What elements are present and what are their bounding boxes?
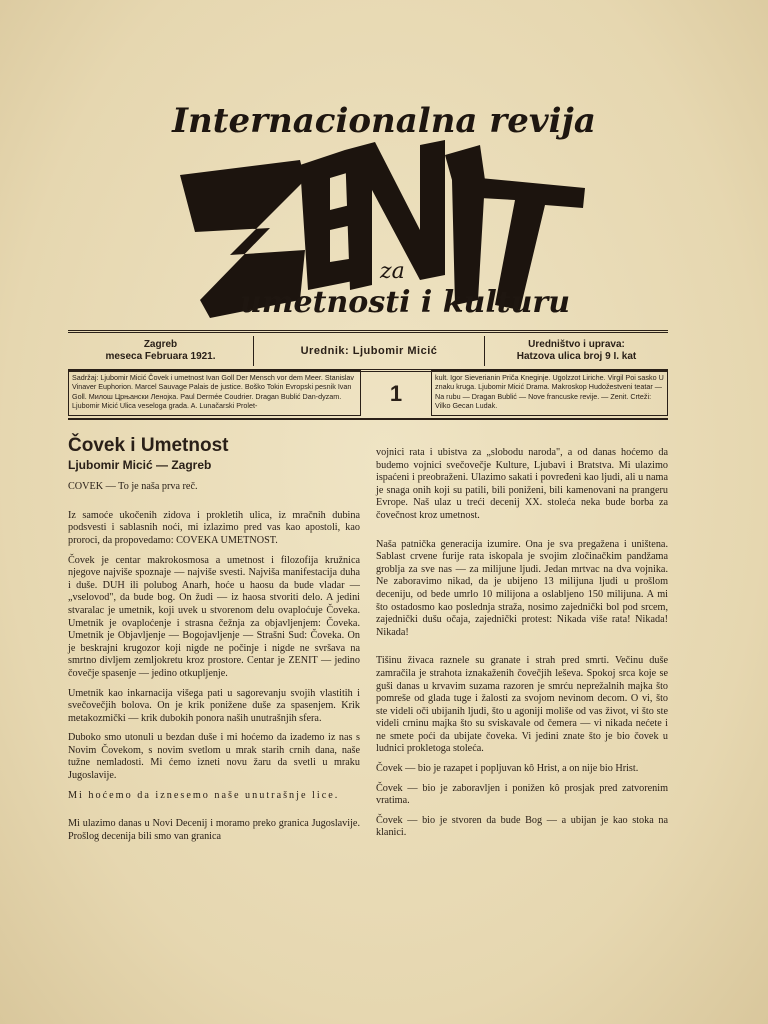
contents-left: Sadržaj: Ljubomir Micić Čovek i umetnost Ivan Goll Der Mensch vor dem Meer. Stanislav Vinaver Euphorion. Marcel Sauvage Palais de justice. Boško Tokin Evropski pesnik Ivan Goll. Милош Црњански Ленојка. Paul Dermée Coudrier. Dragan Bublić Dan-dyzam. Ljubomir Micić Ulica veseloga grada. A. Lunačarski Prolet- (68, 370, 361, 416)
paragraph: Iz samoće ukočenih zidova i prokletih ulica, iz mračnih dubina podsvesti i sablasnih noći, mi izlazimo pred vas kao apostoli, kao proroci, da propovedamo: COVEKA UMETNOST. (68, 509, 360, 546)
paragraph: Čovek — bio je razapet i popljuvan kô Hrist, a on nije bio Hrist. (376, 763, 639, 775)
paragraph: Naša patnička generacija izumire. Ona je sva pregažena i uništena. Sablast crvene furije rata iskopala je svojim zločinačkim pandžama groblja za sve nas — za milijune ljudi. Jedan mrtvac na dva vojnika. Ne zaboravimo nikad, da je ubijeno 13 milijuna ljudi u prošlom deceniju, od bede umrlo 10 milijona a oslabljeno 150 milijuna. A mi što ostadosmo kao poslednja straža, nosimo zajednički bol pod srcem, zajednički dušu očaja, zajednički protest: Nikada više rata! Nikada! Nikada! (376, 538, 668, 638)
date: meseca Februara 1921. (105, 351, 216, 362)
paragraph: Čovek — bio je zaboravljen i ponižen kô prosjak pred zatvorenim vratima. (376, 782, 668, 807)
masthead-logo (0, 0, 768, 330)
paragraph: vojnici rata i ubistva za „slobodu naroda", a od danas hoćemo da budemo vojnici svečovečje Kulture, Ljubavi i Bratstva. Mi ulazimo ispaćeni i preobraženi. Ulazimo sakati i povređeni kao ljudi, ali u nama je snaga onih koji su patili, bili poniženi, bili kamenovani na prangeru Evrope. Naš ulaz u treći decenij XX. stoleća neka bude borba za čovečnost kroz umetnost. (376, 447, 668, 521)
paragraph: Duboko smo utonuli u bezdan duše i mi hoćemo da izademo iz nas s Novim Čovekom, s novim svetlom u mrak starih crnih dana, naše tužne nemladosti. Mi ćemo izneti novu žaru da svetli u mraku Jugoslavije. (68, 732, 360, 782)
paragraph: Umetnik kao inkarnacija višega pati u sagorevanju svojih vlastitih i svečovečjih bolova. On je krik ponižene duše za spasenjem. Krik metakozmički — krik dubokih ponora naših unutrašnjih sfera. (68, 687, 360, 724)
office-address: Hatzova ulica broj 9 I. kat (516, 351, 637, 362)
article-column-left (68, 435, 360, 850)
place-date (68, 336, 254, 366)
paragraph: COVEK — To je naša prva reč. (68, 481, 198, 493)
contents-right: kult. Igor Sieverianin Priča Kneginje. Ugolzzot Liriche. Virgil Poi sasko U znaku kruga. Ljubomir Micić Drama. Makroskop Hudožestveni teatar — Na rubu — Dragan Bublić — Nove francuske revije. — Zenit. Crteži: Vilko Gecan Ludak. (431, 370, 668, 416)
paragraph: Čovek je centar makrokosmosa a umetnost i filozofija kružnica njegove najviše spoznaje — najviše svesti. Najviša manifestacija duha i duše. DUH ili polubog Anarh, hoće u haosu da bude vladar — „vselovod", da bude bog. On žudi — iz haosa stvoriti delo. A jedini stvaralac je umetnik, koji uvek u stvorenom delu ovaploćuje Čoveka. Umetnik je ovaploćenje i strasna čežnja za objavljenjem: Čoveka. Umetnik je Objavljenje — Bogojavljenje — Strašni Sud: Čoveka. On je beskrajni krugozor koji nigde ne počinje i nigde ne svršava na smrtno divljem zemljokretu kroz prostore. Centar je ZENIT — jedino čovečje spasenje — jedino otkupljenje. (68, 554, 360, 679)
paragraph: Tišinu živaca raznele su granate i strah pred smrti. Večinu duše zamračila je strahota iznakaženih čovečjih leševa. Spokoj srca koje se guši danas u krvavim suzama razoren je smrću neprežalnih majka što pomreše od glada tuge i žalosti za svojom nevinom decom. O vi, što ste videli oči ubijanih ljudi, što u agoniji moliše od vas život, vi što ste videli crninu majka što su sviskavale od čemera — vi nikada nećete i ne smete poći da ubijate čoveka. Vi jedini znate što je bio čovek u ludnici prokletoga stoleća. (376, 655, 668, 755)
office-label: Uredništvo i uprava: (528, 339, 625, 350)
masthead-za: za (380, 259, 405, 284)
editor: Urednik: Ljubomir Micić (254, 336, 485, 366)
info-bar (68, 330, 668, 372)
issue-number: 1 (389, 381, 403, 406)
table-of-contents (68, 370, 668, 420)
place: Zagreb (143, 339, 178, 350)
office (485, 336, 668, 366)
paragraph: Mi hoćemo da iznesemo naše unutrašnje lice. (68, 789, 340, 801)
masthead (0, 0, 768, 330)
masthead-top-line: Internacionalna revija (172, 101, 596, 141)
article-title: Čovek i Umetnost (68, 435, 229, 456)
paragraph: Mi ulazimo danas u Novi Decenij i moramo preko granica Jugoslavije. Prošlog decenija bili smo van granica (68, 818, 360, 842)
article-author: Ljubomir Micić — Zagreb (68, 457, 212, 472)
masthead-subtitle: umetnosti i kulturu (240, 285, 571, 320)
article-column-right (376, 447, 668, 847)
paragraph: Čovek — bio je stvoren da bude Bog — a ubijan je kao stoka na klanici. (376, 814, 668, 839)
